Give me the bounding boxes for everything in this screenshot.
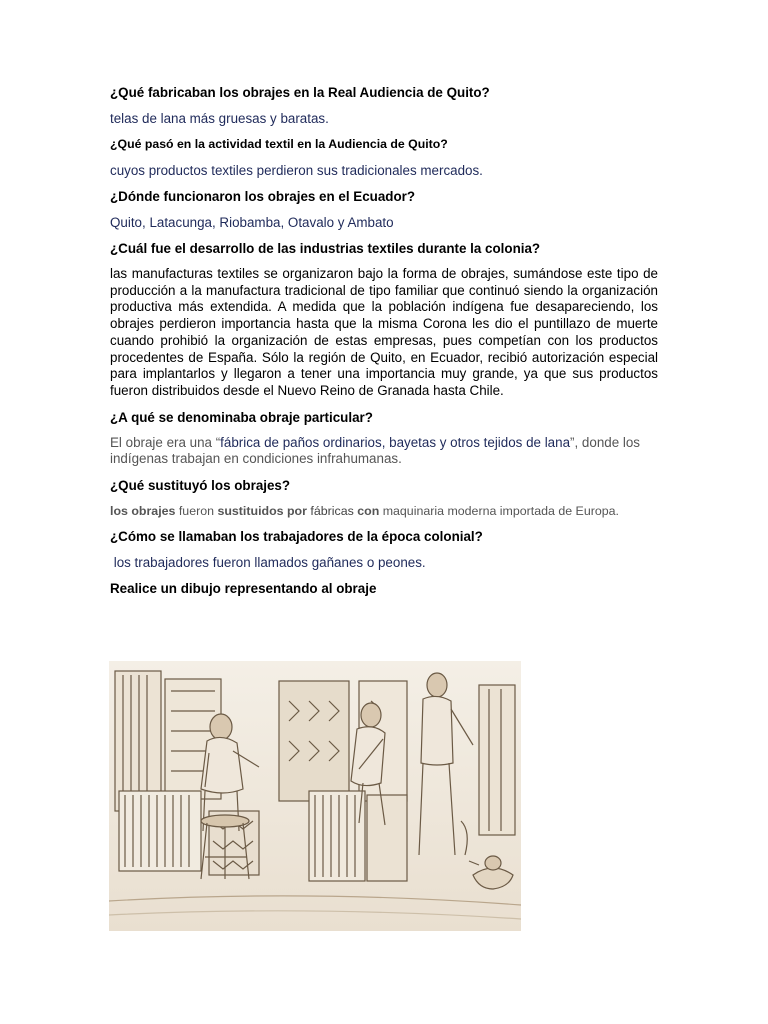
answer-2: cuyos productos textiles perdieron sus tradicionales mercados.	[110, 163, 483, 178]
answer-5	[110, 435, 658, 468]
question-8: Realice un dibujo representando al obraje	[110, 581, 377, 597]
answer-7: los trabajadores fueron llamados gañanes o peones.	[110, 555, 426, 571]
question-6: ¿Qué sustituyó los obrajes?	[110, 477, 291, 493]
answer-3: Quito, Latacunga, Riobamba, Otavalo y Ambato	[110, 215, 394, 230]
answer-5-pre: El obraje era una “	[110, 434, 221, 450]
question-5: ¿A qué se denominaba obraje particular?	[110, 409, 373, 425]
answer-6	[110, 503, 658, 520]
question-4: ¿Cuál fue el desarrollo de las industrias textiles durante la colonia?	[110, 241, 541, 256]
answer-6-part-3: sustituidos por	[217, 503, 307, 518]
answer-6-part-5: con	[357, 503, 380, 518]
answer-6-part-4: fábricas	[306, 503, 358, 518]
answer-6-part-2: fueron	[175, 503, 218, 518]
answer-6-part-6: maquinaria moderna importada de Europa.	[379, 503, 619, 518]
answer-6-part-1: los obrajes	[110, 503, 176, 518]
answer-4: las manufacturas textiles se organizaron bajo la forma de obrajes, sumándose este tipo de producción a la manufactura tradicional de tipo familiar que continuó siendo la organización productiva más extendida. A medida que la población indígena fue desapareciendo, los obrajes perdieron importancia hasta que la misma Corona les dio el puntillazo de muerte cuando prohibió la organización de estas empresas, pues competían con los productos procedentes de España. Sólo la región de Quito, en Ecuador, recibió autorización especial para implantarlos y llegaron a tener una importancia muy grande, ya que sus productos fueron distribuidos desde el Nuevo Reino de Granada hasta Chile.	[110, 266, 658, 398]
question-1: ¿Qué fabricaban los obrajes en la Real Audiencia de Quito?	[110, 85, 490, 100]
question-7: ¿Cómo se llamaban los trabajadores de la época colonial?	[110, 529, 483, 545]
question-3: ¿Dónde funcionaron los obrajes en el Ecuador?	[110, 189, 416, 204]
question-2: ¿Qué pasó en la actividad textil en la Audiencia de Quito?	[110, 137, 448, 151]
answer-5-quote: fábrica de paños ordinarios, bayetas y otros tejidos de lana	[220, 434, 571, 450]
qa-content	[110, 84, 658, 597]
obraje-illustration	[109, 661, 521, 931]
answer-1: telas de lana más gruesas y baratas.	[110, 111, 329, 126]
answer-5-post: ”, donde los indígenas trabajan en condiciones infrahumanas.	[110, 434, 641, 467]
